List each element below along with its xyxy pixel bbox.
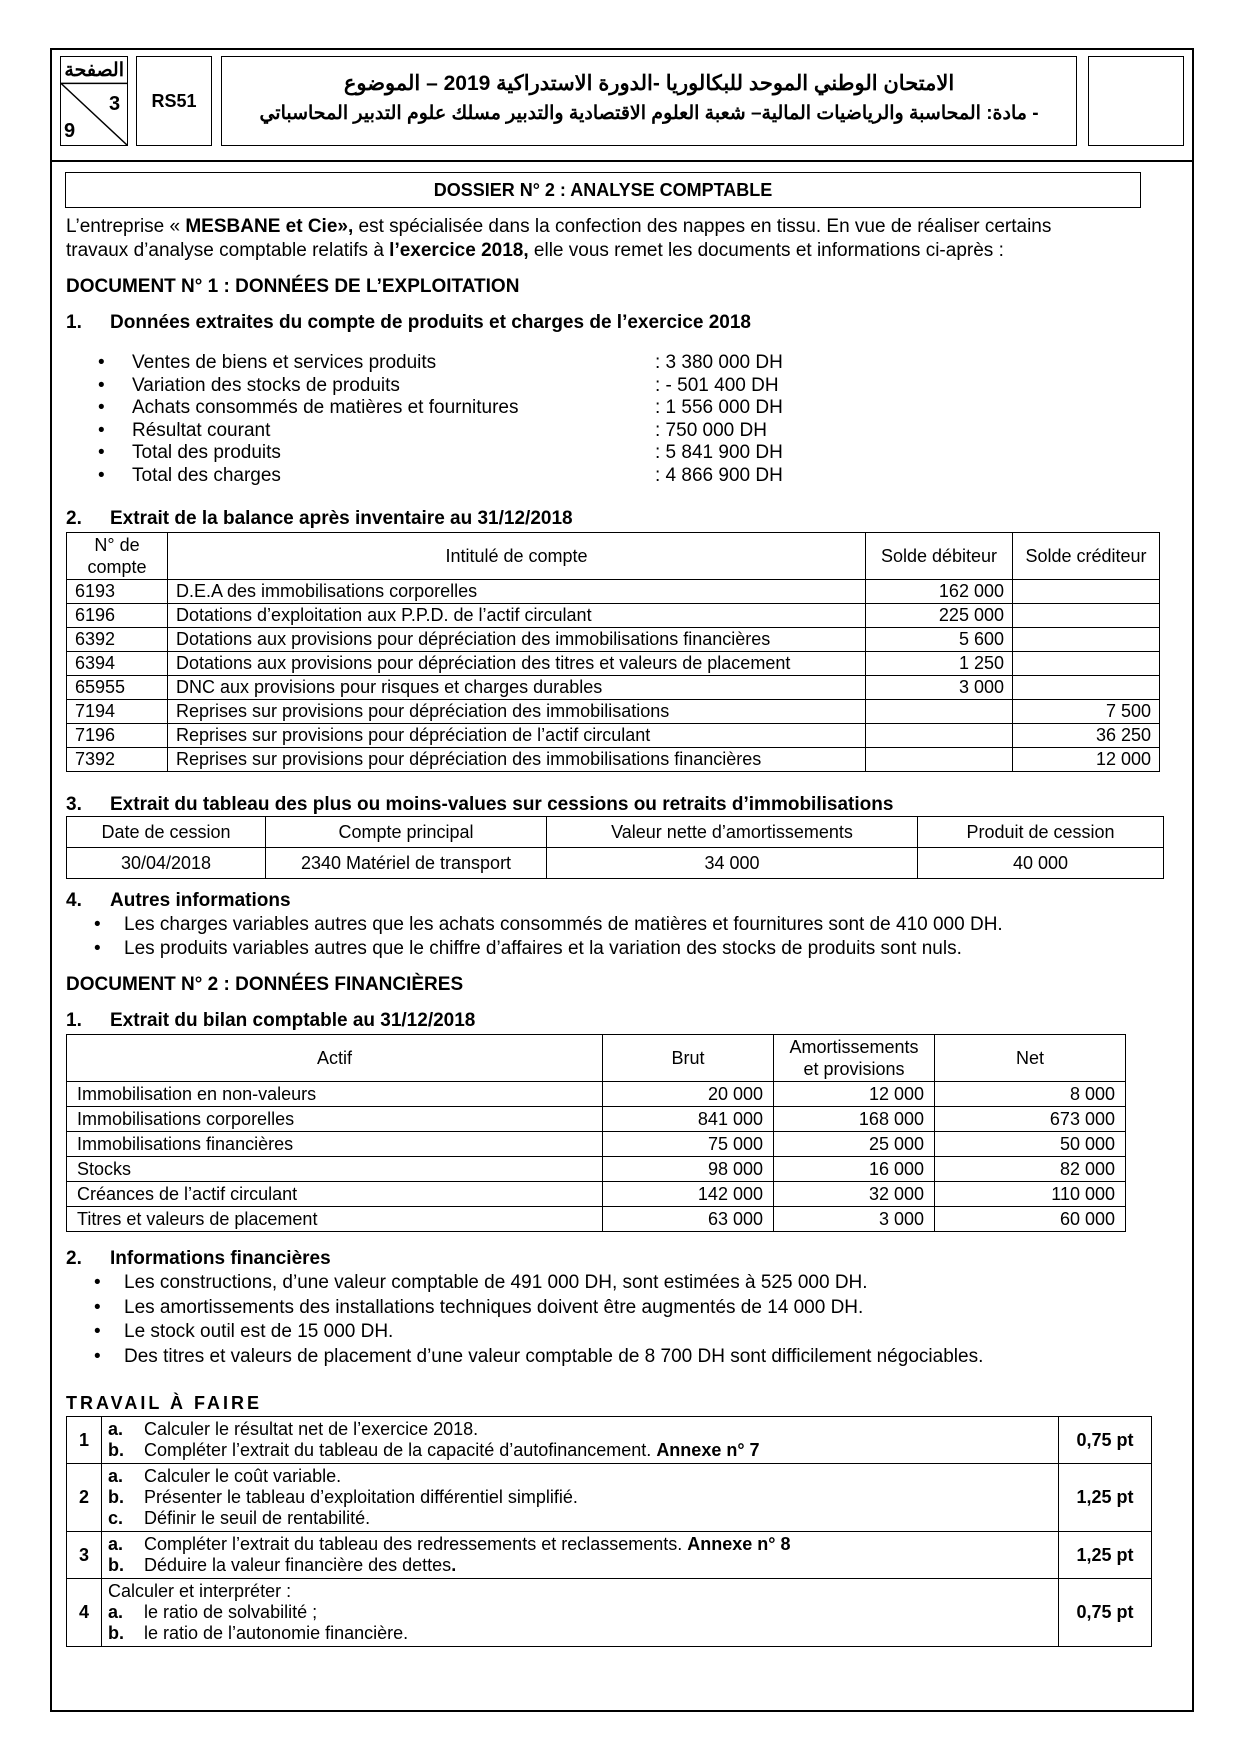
- bullet-icon: •: [94, 938, 101, 959]
- task-points: 1,25 pt: [1059, 1532, 1152, 1579]
- intro-line1: L’entreprise « MESBANE et Cie», est spécialisée dans la confection des nappes en tissu. En vue de réaliser certains: [66, 216, 1052, 237]
- account-label: Dotations d’exploitation aux P.P.D. de l’actif circulant: [168, 604, 866, 628]
- item-value: : 4 866 900 DH: [655, 465, 783, 486]
- credit-value: [1013, 580, 1160, 604]
- doc1-title: DOCUMENT N° 1 : DONNÉES DE L’EXPLOITATION: [66, 276, 520, 297]
- doc2-title: DOCUMENT N° 2 : DONNÉES FINANCIÈRES: [66, 974, 464, 995]
- brut-value: 142 000: [603, 1182, 774, 1207]
- debit-value: [866, 748, 1013, 772]
- table-row: [67, 724, 1160, 748]
- table-row: [67, 676, 1160, 700]
- exploitation-item: [98, 420, 767, 442]
- amort-value: 32 000: [774, 1182, 935, 1207]
- cession-row: [67, 848, 1164, 879]
- task-line: [108, 1534, 1052, 1555]
- account-label: Dotations aux provisions pour dépréciation des titres et valeurs de placement: [168, 652, 866, 676]
- balance-table: [66, 532, 1160, 772]
- balance-header-label: Intitulé de compte: [168, 533, 866, 580]
- exam-code: RS51: [136, 56, 212, 146]
- cession-table: [66, 816, 1164, 879]
- task-letter: b.: [108, 1623, 124, 1643]
- exploitation-item: [98, 352, 783, 374]
- table-row: [67, 1082, 1126, 1107]
- task-text: Compléter l’extrait du tableau de la capacité d’autofinancement.: [144, 1440, 657, 1460]
- account-number: 7194: [67, 700, 168, 724]
- task-line: [108, 1466, 1052, 1487]
- task-row: [67, 1417, 1152, 1464]
- bullet-icon: •: [94, 1345, 101, 1367]
- task-number: 1: [67, 1417, 102, 1464]
- task-body: [102, 1417, 1059, 1464]
- exam-title-box: [221, 56, 1077, 146]
- list-item: [94, 1321, 393, 1343]
- account-label: Reprises sur provisions pour dépréciation des immobilisations: [168, 700, 866, 724]
- amort-value: 3 000: [774, 1207, 935, 1232]
- exploitation-item: [98, 397, 783, 419]
- account-label: Dotations aux provisions pour dépréciation des immobilisations financières: [168, 628, 866, 652]
- task-line: [108, 1440, 1052, 1461]
- cession-header-produit: Produit de cession: [918, 817, 1164, 848]
- dossier-title: DOSSIER N° 2 : ANALYSE COMPTABLE: [65, 172, 1141, 208]
- task-annex: Annexe n° 8: [687, 1534, 791, 1554]
- table-row: [67, 748, 1160, 772]
- bilan-header-row: [67, 1035, 1126, 1082]
- list-item: [94, 1346, 983, 1368]
- doc2-s2-heading: 2. Informations financières: [66, 1248, 331, 1269]
- item-value: : 5 841 900 DH: [655, 442, 783, 464]
- account-number: 6193: [67, 580, 168, 604]
- item-label: Total des produits: [132, 442, 281, 464]
- task-number: 2: [67, 1464, 102, 1532]
- doc1-s2-heading: 2. Extrait de la balance après inventaire au 31/12/2018: [66, 508, 573, 529]
- task-line: [108, 1419, 1052, 1440]
- credit-value: [1013, 604, 1160, 628]
- task-text: Compléter l’extrait du tableau des redressements et reclassements.: [144, 1534, 688, 1554]
- task-line: [108, 1602, 1052, 1623]
- table-row: [67, 1107, 1126, 1132]
- account-label: D.E.A des immobilisations corporelles: [168, 580, 866, 604]
- actif-label: Immobilisation en non-valeurs: [67, 1082, 603, 1107]
- bullet-icon: •: [98, 419, 105, 441]
- task-line: [108, 1555, 1052, 1576]
- item-label: Ventes de biens et services produits: [132, 352, 437, 373]
- blank-box: [1088, 56, 1184, 146]
- list-item: [94, 1297, 863, 1319]
- list-item: [94, 914, 1003, 936]
- intro-line2: travaux d’analyse comptable relatifs à l’exercice 2018, elle vous remet les documents et informations ci-après :: [66, 240, 1004, 261]
- actif-label: Titres et valeurs de placement: [67, 1207, 603, 1232]
- doc1-s3-heading: 3. Extrait du tableau des plus ou moins-values sur cessions ou retraits d’immobilisations: [66, 794, 894, 815]
- bullet-icon: •: [98, 465, 105, 486]
- task-text: Définir le seuil de rentabilité.: [144, 1508, 371, 1528]
- account-number: 6392: [67, 628, 168, 652]
- list-item: [94, 938, 962, 960]
- account-number: 7392: [67, 748, 168, 772]
- actif-label: Immobilisations corporelles: [67, 1107, 603, 1132]
- brut-value: 98 000: [603, 1157, 774, 1182]
- bilan-header-actif: Actif: [67, 1035, 603, 1082]
- task-body: [102, 1464, 1059, 1532]
- table-row: [67, 1157, 1126, 1182]
- bullet-icon: •: [98, 374, 105, 396]
- brut-value: 841 000: [603, 1107, 774, 1132]
- task-annex: Annexe n° 7: [656, 1440, 760, 1460]
- amort-value: 16 000: [774, 1157, 935, 1182]
- debit-value: 162 000: [866, 580, 1013, 604]
- task-line: [108, 1508, 1052, 1529]
- task-text: Calculer le coût variable.: [144, 1466, 342, 1486]
- cession-vna: 34 000: [547, 848, 918, 879]
- table-row: [67, 1207, 1126, 1232]
- cession-header-compte: Compte principal: [266, 817, 547, 848]
- table-row: [67, 628, 1160, 652]
- cession-header-date: Date de cession: [67, 817, 266, 848]
- list-item-text: Les produits variables autres que le chiffre d’affaires et la variation des stocks de produits sont nuls.: [124, 938, 962, 959]
- balance-header-num: N° de compte: [67, 533, 168, 580]
- list-item-text: Les charges variables autres que les achats consommés de matières et fournitures sont de 410 000 DH.: [124, 914, 1003, 935]
- task-letter: a.: [108, 1466, 124, 1486]
- table-row: [67, 1132, 1126, 1157]
- actif-label: Immobilisations financières: [67, 1132, 603, 1157]
- item-value: : 1 556 000 DH: [655, 397, 783, 419]
- list-item-text: Les constructions, d’une valeur comptable de 491 000 DH, sont estimées à 525 000 DH.: [124, 1272, 868, 1293]
- task-points: 0,75 pt: [1059, 1579, 1152, 1647]
- table-row: [67, 580, 1160, 604]
- exploitation-item: [98, 465, 783, 487]
- travail-title: TRAVAIL À FAIRE: [66, 1393, 263, 1413]
- amort-value: 12 000: [774, 1082, 935, 1107]
- debit-value: 1 250: [866, 652, 1013, 676]
- doc1-s4-heading: 4. Autres informations: [66, 890, 291, 911]
- cession-produit: 40 000: [918, 848, 1164, 879]
- page-current: 3: [109, 93, 121, 115]
- item-value: : 3 380 000 DH: [655, 352, 783, 373]
- task-letter: b.: [108, 1440, 124, 1460]
- credit-value: 36 250: [1013, 724, 1160, 748]
- bullet-icon: •: [98, 442, 105, 464]
- account-number: 6196: [67, 604, 168, 628]
- credit-value: 12 000: [1013, 748, 1160, 772]
- task-line: [108, 1487, 1052, 1508]
- credit-value: [1013, 628, 1160, 652]
- account-label: DNC aux provisions pour risques et charges durables: [168, 676, 866, 700]
- bullet-icon: •: [98, 352, 105, 373]
- bullet-icon: •: [94, 1296, 101, 1318]
- task-body: [102, 1532, 1059, 1579]
- debit-value: [866, 700, 1013, 724]
- page-total: 9: [64, 120, 76, 142]
- exploitation-item: [98, 375, 779, 397]
- doc2-s1-heading: 1. Extrait du bilan comptable au 31/12/2018: [66, 1010, 476, 1031]
- table-row: [67, 1182, 1126, 1207]
- task-row: [67, 1532, 1152, 1579]
- brut-value: 75 000: [603, 1132, 774, 1157]
- bullet-icon: •: [98, 397, 105, 419]
- task-points: 0,75 pt: [1059, 1417, 1152, 1464]
- cession-date: 30/04/2018: [67, 848, 266, 879]
- account-label: Reprises sur provisions pour dépréciation des immobilisations financières: [168, 748, 866, 772]
- net-value: 8 000: [935, 1082, 1126, 1107]
- list-item: [94, 1272, 868, 1294]
- amort-value: 25 000: [774, 1132, 935, 1157]
- header-divider: [50, 160, 1194, 162]
- task-text: le ratio de solvabilité ;: [144, 1602, 318, 1622]
- account-number: 7196: [67, 724, 168, 748]
- table-row: [67, 604, 1160, 628]
- cession-compte: 2340 Matériel de transport: [266, 848, 547, 879]
- balance-header-credit: Solde créditeur: [1013, 533, 1160, 580]
- bilan-header-net: Net: [935, 1035, 1126, 1082]
- task-row: [67, 1464, 1152, 1532]
- task-annex: .: [451, 1555, 457, 1575]
- page-number-box: [60, 56, 128, 146]
- task-letter: a.: [108, 1419, 124, 1439]
- bilan-header-brut: Brut: [603, 1035, 774, 1082]
- doc1-s1-heading: 1. Données extraites du compte de produits et charges de l’exercice 2018: [66, 312, 751, 333]
- task-letter: b.: [108, 1487, 124, 1507]
- bullet-icon: •: [94, 1272, 101, 1293]
- task-number: 4: [67, 1579, 102, 1647]
- exam-title-line1: الامتحان الوطني الموحد للبكالوريا -الدورة الاستدراكية 2019 – الموضوع: [343, 72, 955, 95]
- list-item-text: Les amortissements des installations techniques doivent être augmentés de 14 000 DH.: [124, 1296, 864, 1318]
- travail-table: [66, 1416, 1152, 1647]
- item-label: Achats consommés de matières et fournitures: [132, 397, 519, 419]
- account-number: 65955: [67, 676, 168, 700]
- item-value: : - 501 400 DH: [655, 374, 779, 396]
- task-body: [102, 1579, 1059, 1647]
- credit-value: [1013, 676, 1160, 700]
- table-row: [67, 652, 1160, 676]
- net-value: 110 000: [935, 1182, 1126, 1207]
- cession-header-row: [67, 817, 1164, 848]
- net-value: 82 000: [935, 1157, 1126, 1182]
- debit-value: 225 000: [866, 604, 1013, 628]
- exam-title-line2: - مادة: المحاسبة والرياضيات المالية– شعبة العلوم الاقتصادية والتدبير مسلك علوم التدبير المحاسباتي: [259, 103, 1039, 124]
- item-label: Total des charges: [132, 465, 281, 486]
- task-number: 3: [67, 1532, 102, 1579]
- balance-header-row: [67, 533, 1160, 580]
- exploitation-item: [98, 442, 783, 464]
- task-letter: b.: [108, 1555, 124, 1575]
- bilan-table: [66, 1034, 1126, 1232]
- table-row: [67, 700, 1160, 724]
- item-label: Résultat courant: [132, 419, 271, 441]
- net-value: 60 000: [935, 1207, 1126, 1232]
- task-text: Déduire la valeur financière des dettes: [144, 1555, 452, 1575]
- bullet-icon: •: [94, 914, 101, 935]
- amort-value: 168 000: [774, 1107, 935, 1132]
- task-letter: c.: [108, 1508, 124, 1528]
- debit-value: 5 600: [866, 628, 1013, 652]
- balance-header-debit: Solde débiteur: [866, 533, 1013, 580]
- brut-value: 63 000: [603, 1207, 774, 1232]
- item-label: Variation des stocks de produits: [132, 374, 400, 396]
- task-letter: a.: [108, 1534, 124, 1554]
- page-label: الصفحة: [64, 60, 124, 81]
- list-item-text: Le stock outil est de 15 000 DH.: [124, 1321, 394, 1342]
- task-row: [67, 1579, 1152, 1647]
- bilan-header-amort: Amortissements et provisions: [774, 1035, 935, 1082]
- task-line: [108, 1623, 1052, 1644]
- net-value: 673 000: [935, 1107, 1126, 1132]
- debit-value: [866, 724, 1013, 748]
- task-text: Calculer le résultat net de l’exercice 2018.: [144, 1419, 479, 1439]
- account-label: Reprises sur provisions pour dépréciation de l’actif circulant: [168, 724, 866, 748]
- cession-header-vna: Valeur nette d’amortissements: [547, 817, 918, 848]
- task-text: le ratio de l’autonomie financière.: [144, 1623, 409, 1643]
- brut-value: 20 000: [603, 1082, 774, 1107]
- credit-value: 7 500: [1013, 700, 1160, 724]
- debit-value: 3 000: [866, 676, 1013, 700]
- account-number: 6394: [67, 652, 168, 676]
- bullet-icon: •: [94, 1321, 101, 1342]
- task-points: 1,25 pt: [1059, 1464, 1152, 1532]
- actif-label: Créances de l’actif circulant: [67, 1182, 603, 1207]
- net-value: 50 000: [935, 1132, 1126, 1157]
- credit-value: [1013, 652, 1160, 676]
- list-item-text: Des titres et valeurs de placement d’une valeur comptable de 8 700 DH sont difficilement négociables.: [124, 1345, 984, 1367]
- task-letter: a.: [108, 1602, 124, 1622]
- actif-label: Stocks: [67, 1157, 603, 1182]
- task-text: Présenter le tableau d’exploitation différentiel simplifié.: [144, 1487, 578, 1507]
- task-intro: Calculer et interpréter :: [108, 1581, 292, 1601]
- item-value: : 750 000 DH: [655, 419, 767, 441]
